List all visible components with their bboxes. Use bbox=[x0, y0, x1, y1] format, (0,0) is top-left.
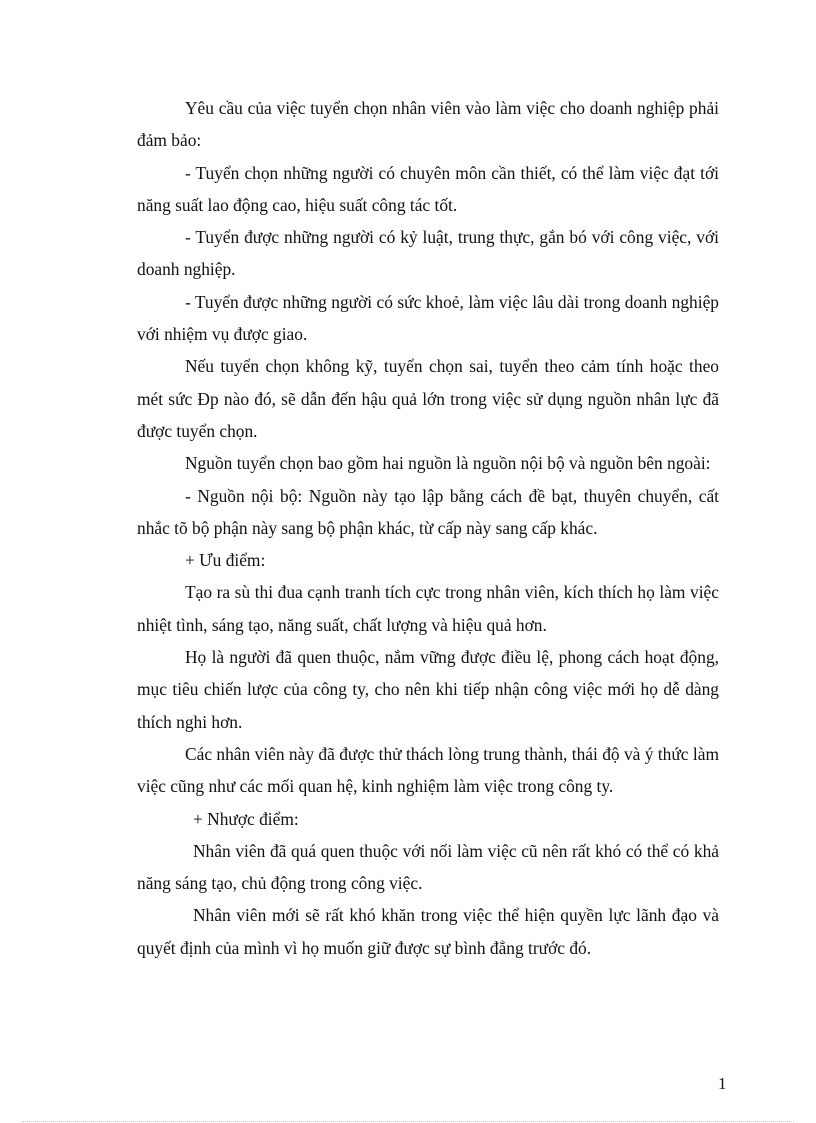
paragraph-wrong-selection-consequence: Nếu tuyển chọn không kỹ, tuyển chọn sai, tuyển theo cảm tính hoặc theo mét sức Đp nào đó, sẽ dẫn đến hậu quả lớn trong việc sử dụng nguồn nhân lực đã được tuyển chọn. bbox=[137, 356, 719, 441]
paragraph-requirement-discipline: - Tuyển được những người có kỷ luật, trung thực, gắn bó với công việc, với doanh nghiệp. bbox=[137, 227, 719, 280]
paragraph-recruitment-sources: Nguồn tuyển chọn bao gồm hai nguồn là nguồn nội bộ và nguồn bên ngoài: bbox=[185, 453, 711, 474]
paragraph-requirement-expertise: - Tuyển chọn những người có chuyên môn cần thiết, có thể làm việc đạt tới năng suất lao động cao, hiệu suất công tác tốt. bbox=[137, 162, 719, 215]
paragraph-recruitment-requirements: Yêu cầu của việc tuyển chọn nhân viên vào làm việc cho doanh nghiệp phải đảm bảo: bbox=[137, 98, 719, 151]
heading-advantages: + Ưu điểm: bbox=[185, 550, 266, 571]
paragraph-internal-source: - Nguồn nội bộ: Nguồn này tạo lập bằng cách đề bạt, thuyên chuyển, cất nhắc tõ bộ phận này sang bộ phận khác, từ cấp này sang cấp khác. bbox=[137, 485, 719, 538]
paragraph-disadvantage-creativity: Nhân viên đã quá quen thuộc với nối làm việc cũ nên rất khó có thể có khả năng sáng tạo, chủ động trong công việc. bbox=[137, 840, 719, 894]
paragraph-disadvantage-authority: Nhân viên mới sẽ rất khó khăn trong việc thể hiện quyền lực lãnh đạo và quyết định của mình vì họ muốn giữ được sự bình đẳng trước đó. bbox=[137, 905, 719, 958]
paragraph-advantage-competition: Tạo ra sù thi đua cạnh tranh tích cực trong nhân viên, kích thích họ làm việc nhiệt tình, sáng tạo, năng suất, chất lượng và hiệu quả hơn. bbox=[137, 582, 719, 635]
footer-divider bbox=[22, 1121, 794, 1122]
heading-disadvantages: + Nhược điểm: bbox=[193, 808, 299, 829]
paragraph-requirement-health: - Tuyển được những người có sức khoẻ, làm việc lâu dài trong doanh nghiệp với nhiệm vụ được giao. bbox=[137, 291, 719, 345]
page-number: 1 bbox=[718, 1074, 727, 1093]
paragraph-advantage-loyalty: Các nhân viên này đã được thử thách lòng trung thành, thái độ và ý thức làm việc cũng như các mối quan hệ, kinh nghiệm làm việc trong công ty. bbox=[137, 743, 719, 797]
paragraph-advantage-familiarity: Họ là người đã quen thuộc, nắm vững được điều lệ, phong cách hoạt động, mục tiêu chiến lược của công ty, cho nên khi tiếp nhận công việc mới họ dễ dàng thích nghi hơn. bbox=[137, 647, 719, 732]
document-body bbox=[137, 92, 719, 964]
